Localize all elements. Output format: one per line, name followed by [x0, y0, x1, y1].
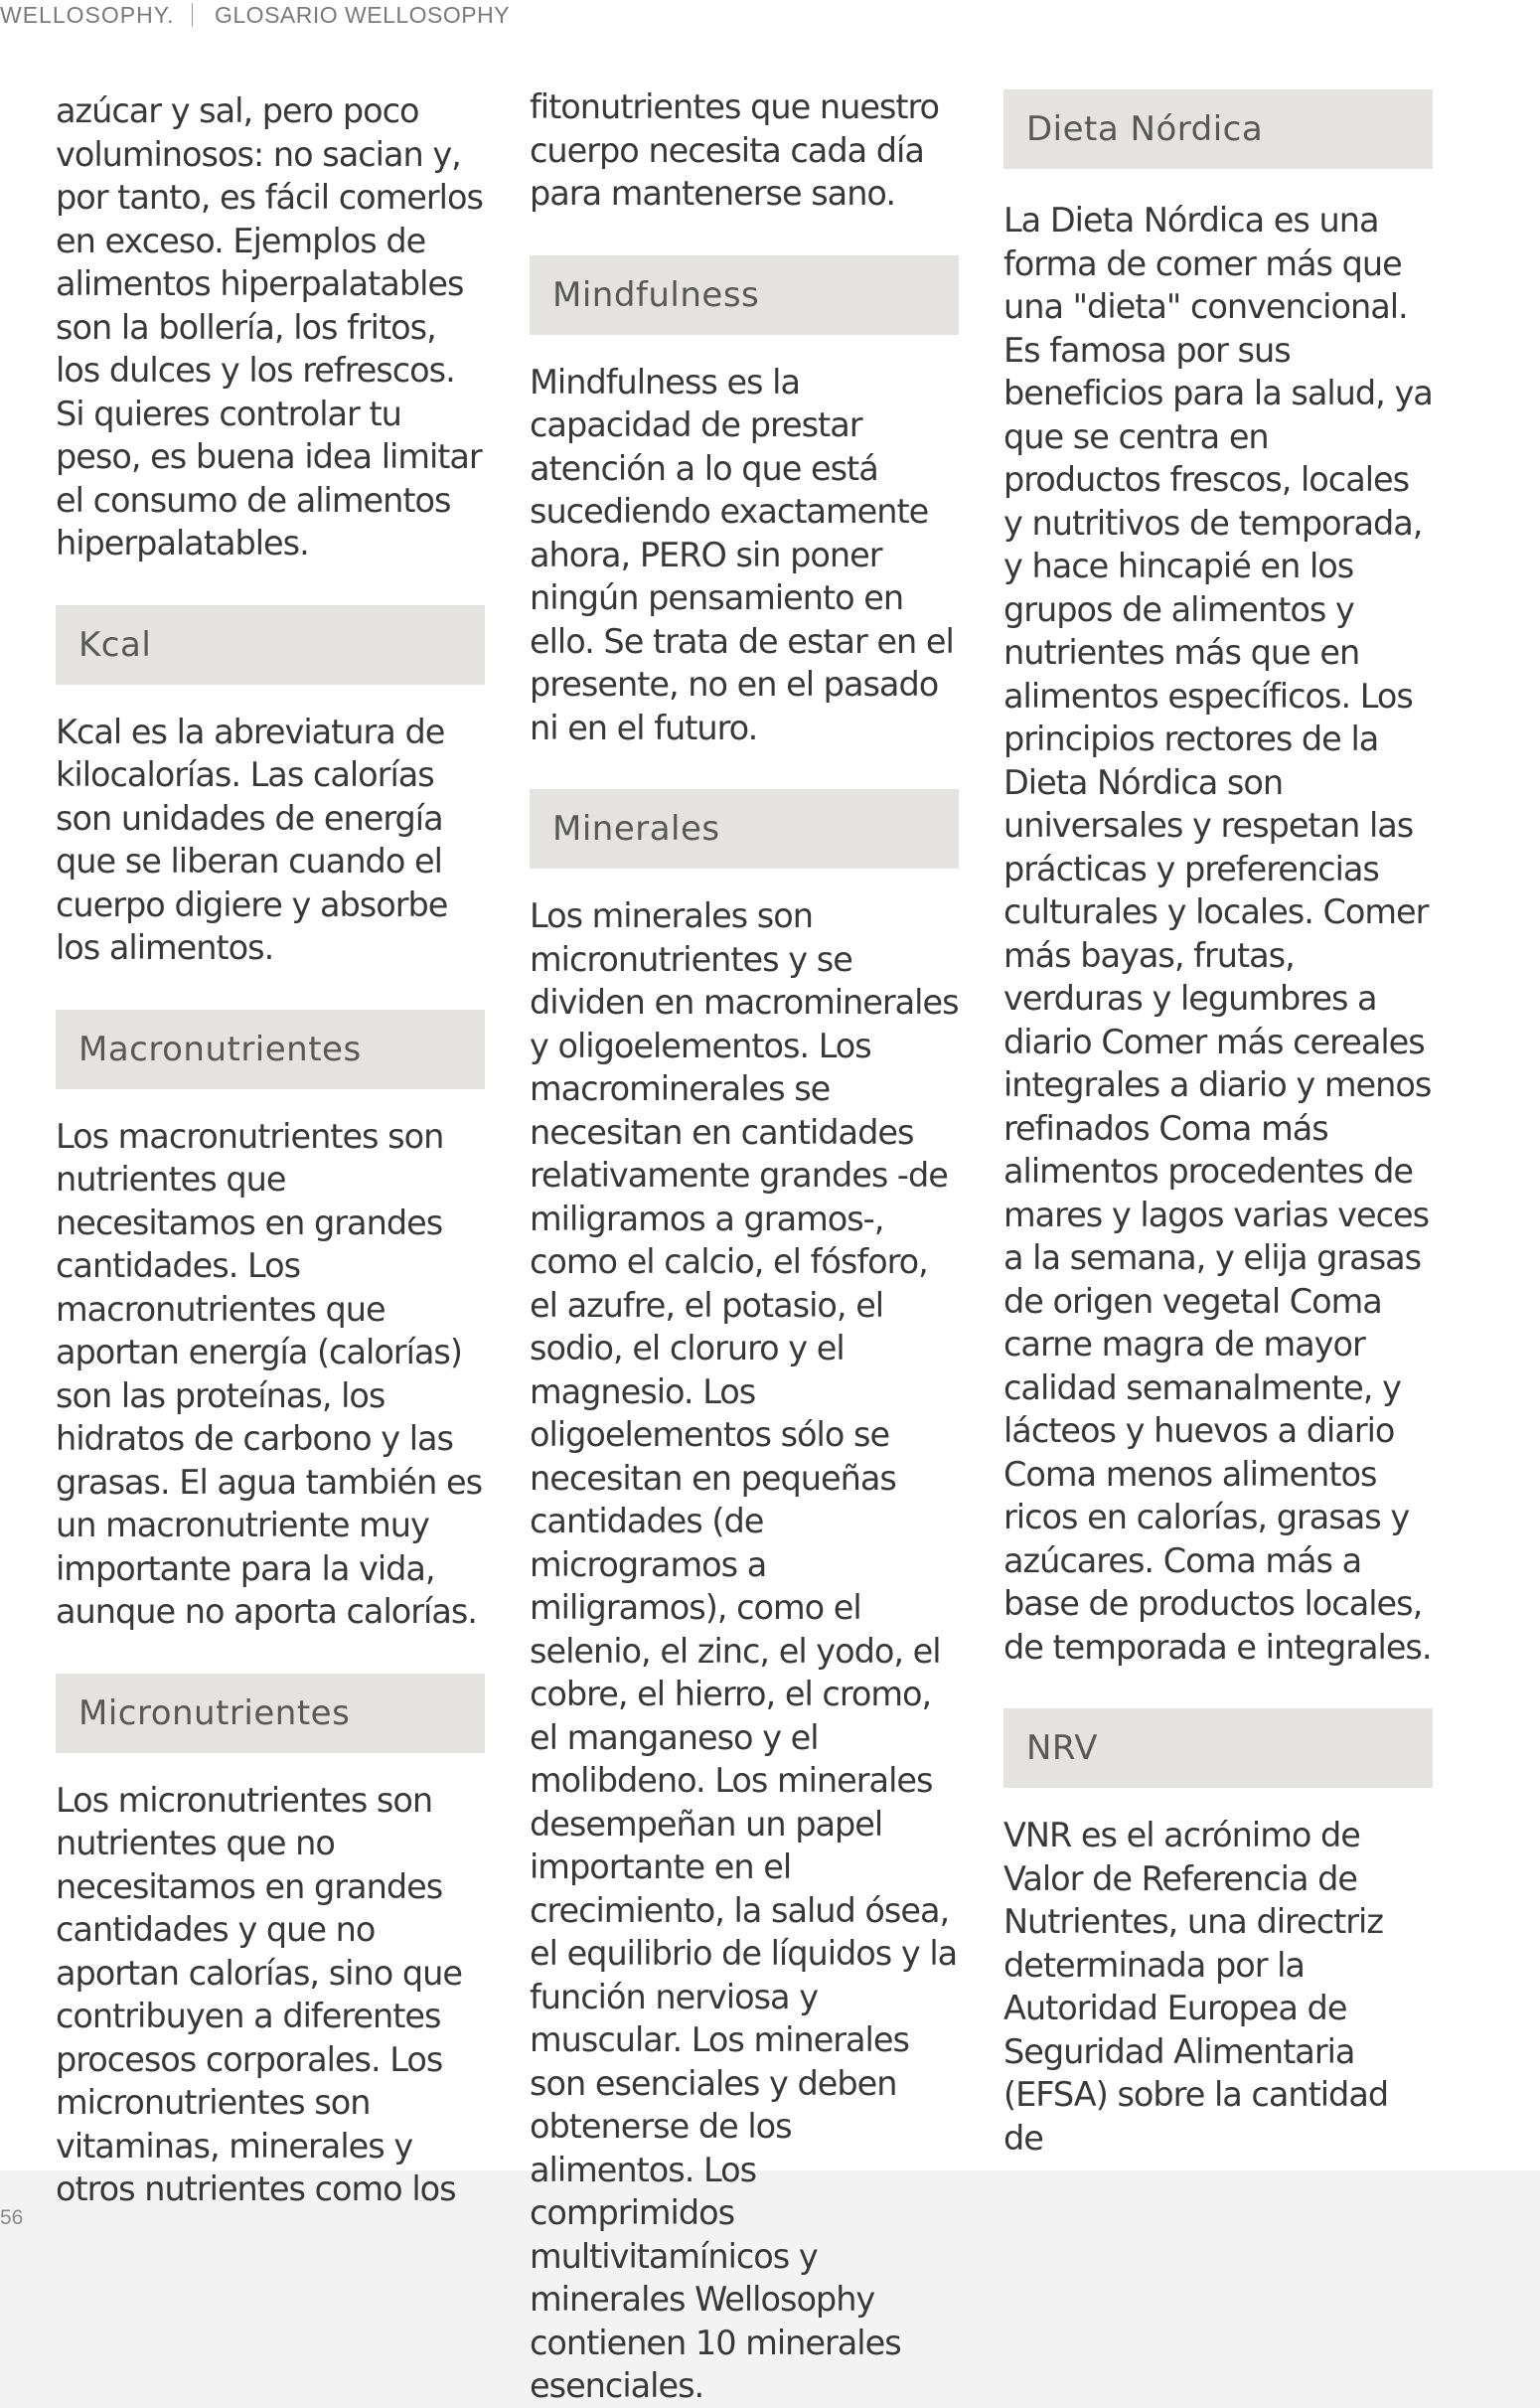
page-header — [0, 0, 1540, 64]
term-heading-dieta-nordica: Dieta Nórdica — [1003, 89, 1433, 169]
term-heading-mindfulness: Mindfulness — [530, 255, 959, 335]
definition-text: VNR es el acrónimo de Valor de Referencia de Nutrientes, una directriz determinada por la Autoridad Europea de Seguridad Alimentaria (EFSA) sobre la cantidad de — [1003, 1816, 1389, 2158]
term-heading-minerales: Minerales — [530, 789, 959, 869]
glossary-column-2 — [530, 85, 959, 2408]
definition-text: Mindfulness es la capacidad de prestar atención a lo que está sucediendo exactamente ahora, PERO sin poner ningún pensamiento en ello. Se trata de estar en el presente, no en el pasado ni en el futuro. — [530, 362, 954, 747]
brand-logo: WELLOSOPHY. — [0, 2, 175, 28]
section-title: GLOSARIO WELLOSOPHY — [215, 2, 511, 28]
definition-text: Los micronutrientes son nutrientes que no necesitamos en grandes cantidades y que no aportan calorías, sino que contribuyen a diferentes procesos corporales. Los micronutrientes son vitaminas, minerales y otros nutrientes como los — [56, 1780, 462, 2208]
term-heading-nrv: NRV — [1003, 1708, 1433, 1788]
definition-text: La Dieta Nórdica es una forma de comer más que una "dieta" convencional. Es famosa por sus beneficios para la salud, ya que se centra en productos frescos, locales y nutritivos de temporada, y hace hincapié en los grupos de alimentos y nutrientes más que en alimentos específicos. Los principios rectores de la Dieta Nórdica son universales y respetan las prácticas y preferencias culturales y locales. Comer más bayas, frutas, verduras y legumbres a diario Comer más cereales integrales a diario y menos refinados Coma más alimentos procedentes de mares y lagos varias veces a la semana, y elija grasas de origen vegetal Coma carne magra de mayor calidad semanalmente, y lácteos y huevos a diario Coma menos alimentos ricos en calorías, grasas y azúcares. Coma más a base de productos locales, de temporada e integrales. — [1003, 201, 1433, 1667]
glossary-column-3 — [1003, 89, 1433, 2160]
term-heading-micronutrientes: Micronutrientes — [56, 1674, 485, 1753]
definition-text: azúcar y sal, pero poco voluminosos: no sacian y, por tanto, es fácil comerlos en exceso. Ejemplos de alimentos hiperpalatables son la bollería, los fritos, los dulces y los refrescos. Si quieres controlar tu peso, es buena idea limitar el consumo de alimentos hiperpalatables. — [56, 91, 483, 562]
definition-text: fitonutrientes que nuestro cuerpo necesita cada día para mantenerse sano. — [530, 87, 940, 213]
header-divider — [192, 3, 193, 27]
term-heading-kcal: Kcal — [56, 605, 485, 685]
glossary-column-1 — [56, 89, 485, 2211]
definition-text: Los minerales son micronutrientes y se dividen en macrominerales y oligoelementos. Los macrominerales se necesitan en cantidades relativamente grandes -de miligramos a gramos-, como el calcio, el fósforo, el azufre, el potasio, el sodio, el cloruro y el magnesio. Los oligoelementos sólo se necesitan en pequeñas cantidades (de microgramos a miligramos), como el selenio, el zinc, el yodo, el cobre, el hierro, el cromo, el manganeso y el molibdeno. Los minerales desempeñan un papel importante en el crecimiento, la salud ósea, el equilibrio de líquidos y la función nerviosa y muscular. Los minerales son esenciales y deben obtenerse de los alimentos. Los comprimidos multivitamínicos y minerales Wellosophy contienen 10 minerales esenciales. — [530, 896, 959, 2405]
page-number: 56 — [0, 2206, 24, 2229]
definition-text: Los macronutrientes son nutrientes que necesitamos en grandes cantidades. Los macronutrientes que aportan energía (calorías) son las proteínas, los hidratos de carbono y las grasas. El agua también es un macronutriente muy importante para la vida, aunque no aporta calorías. — [56, 1116, 483, 1631]
definition-text: Kcal es la abreviatura de kilocalorías. Las calorías son unidades de energía que se liberan cuando el cuerpo digiere y absorbe los alimentos. — [56, 712, 448, 967]
term-heading-macronutrientes: Macronutrientes — [56, 1010, 485, 1089]
